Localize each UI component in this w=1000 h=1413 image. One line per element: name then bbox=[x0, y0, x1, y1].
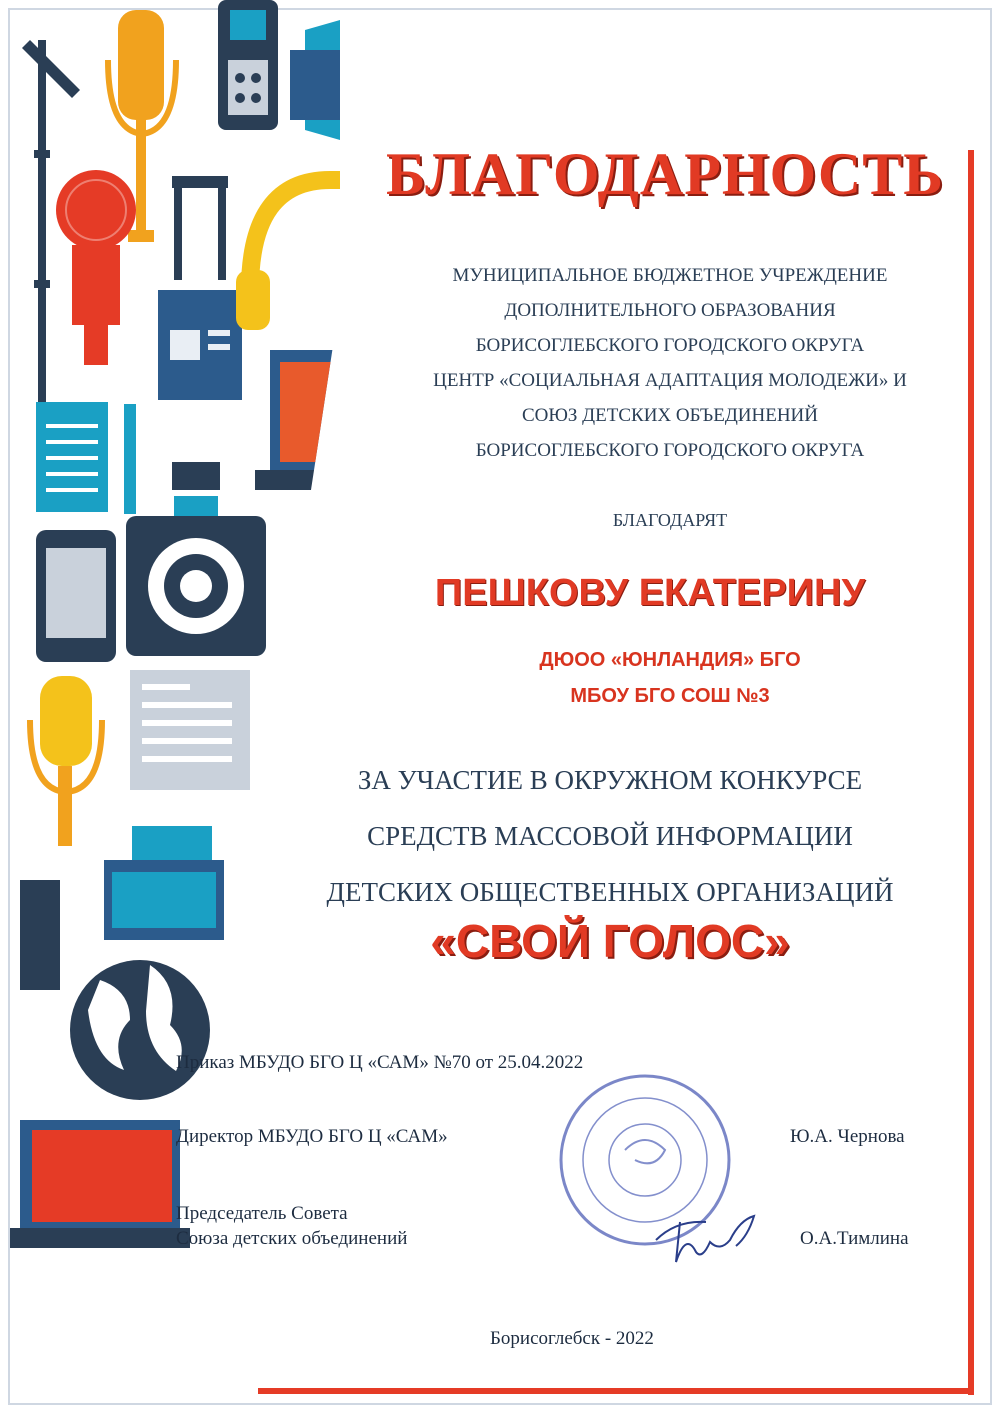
studio-microphone-icon bbox=[30, 676, 102, 846]
chair-position-line2: Союза детских объединений bbox=[176, 1228, 408, 1249]
recipient-affiliation bbox=[380, 642, 960, 714]
order-reference: Приказ МБУДО БГО Ц «САМ» №70 от 25.04.2022 bbox=[176, 1052, 584, 1073]
bottom-laptop-icon bbox=[10, 1120, 190, 1248]
right-red-bar bbox=[968, 150, 974, 1395]
bottom-red-bar bbox=[258, 1388, 974, 1394]
reason-line: ДЕТСКИХ ОБЩЕСТВЕННЫХ ОРГАНИЗАЦИЙ bbox=[326, 877, 894, 907]
film-icon bbox=[104, 826, 224, 940]
newspaper-icon bbox=[130, 670, 250, 790]
photo-camera-icon bbox=[126, 462, 266, 656]
footer-city-year: Борисоглебск - 2022 bbox=[490, 1328, 654, 1349]
recipient-name: ПЕШКОВУ ЕКАТЕРИНУ bbox=[434, 572, 866, 614]
media-icons-panel bbox=[0, 0, 340, 1413]
director-name: Ю.А. Чернова bbox=[790, 1126, 905, 1147]
device-icon bbox=[20, 880, 60, 990]
contest-name: «СВОЙ ГОЛОС» bbox=[430, 915, 790, 967]
chair-position-line1: Председатель Совета bbox=[176, 1203, 348, 1224]
reason-block bbox=[260, 752, 960, 920]
affiliation-line: ДЮОО «ЮНЛАНДИЯ» БГО bbox=[539, 649, 801, 671]
signature-icon bbox=[650, 1200, 780, 1270]
org-line: ДОПОЛНИТЕЛЬНОГО ОБРАЗОВАНИЯ bbox=[504, 300, 836, 321]
reason-line: СРЕДСТВ МАССОВОЙ ИНФОРМАЦИИ bbox=[367, 821, 853, 851]
globe-icon bbox=[70, 960, 210, 1100]
director-position: Директор МБУДО БГО Ц «САМ» bbox=[176, 1126, 448, 1147]
org-line: БОРИСОГЛЕБСКОГО ГОРОДСКОГО ОКРУГА bbox=[475, 335, 865, 356]
badge-icon bbox=[158, 176, 242, 400]
tablet-icon bbox=[36, 530, 116, 662]
laptop-icon bbox=[255, 350, 340, 490]
org-line: СОЮЗ ДЕТСКИХ ОБЪЕДИНЕНИЙ bbox=[521, 405, 818, 426]
certificate-title: БЛАГОДАРНОСТЬ bbox=[386, 141, 944, 207]
org-line: ЦЕНТР «СОЦИАЛЬНАЯ АДАПТАЦИЯ МОЛОДЕЖИ» И bbox=[433, 370, 907, 391]
video-camera-icon bbox=[290, 20, 340, 140]
notepad-icon bbox=[36, 402, 136, 514]
reason-line: ЗА УЧАСТИЕ В ОКРУЖНОМ КОНКУРСЕ bbox=[357, 765, 863, 795]
affiliation-line: МБОУ БГО СОШ №3 bbox=[570, 685, 770, 707]
chair-name: О.А.Тимлина bbox=[800, 1228, 909, 1249]
org-line: МУНИЦИПАЛЬНОЕ БЮДЖЕТНОЕ УЧРЕЖДЕНИЕ bbox=[452, 265, 888, 286]
thanks-word: БЛАГОДАРЯТ bbox=[612, 510, 728, 530]
red-microphone-icon bbox=[56, 170, 136, 365]
org-line: БОРИСОГЛЕБСКОГО ГОРОДСКОГО ОКРУГА bbox=[475, 440, 865, 461]
organization-block bbox=[380, 258, 960, 468]
voice-recorder-icon bbox=[218, 0, 278, 130]
headphones-icon bbox=[236, 180, 340, 330]
